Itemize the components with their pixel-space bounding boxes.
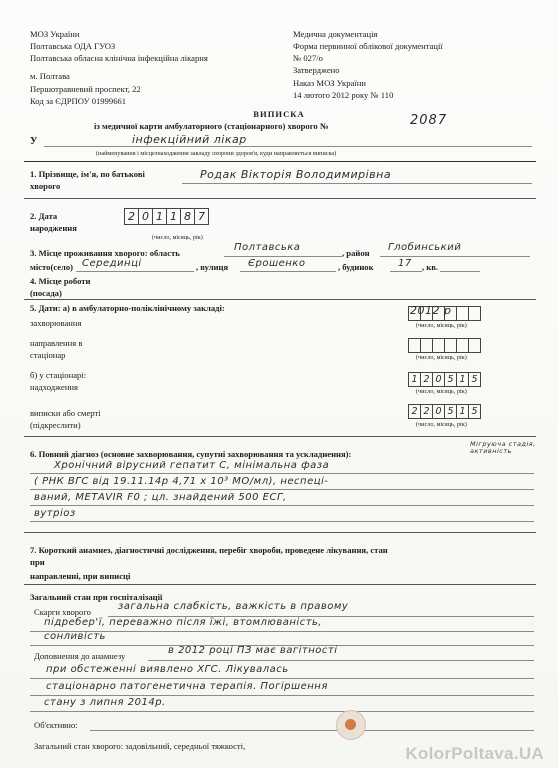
residence-label: 3. Місце проживання хворого: область [30, 248, 180, 258]
admission-caption: (число, місяць, рік) [416, 388, 467, 395]
patient-name: Родак Вікторія Володимирівна [200, 168, 392, 181]
section-divider [24, 584, 536, 585]
header-right-line: № 027/о [293, 53, 323, 63]
discharge-caption: (число, місяць, рік) [416, 421, 467, 428]
anamnesis-line: в 2012 році ПЗ має вагітності [168, 645, 338, 656]
dob-digit: 1 [166, 208, 181, 225]
discharge-digit: 2 [420, 404, 433, 419]
admission-digit: 5 [468, 372, 481, 387]
anamnesis-label: Доповнення до анамнезу [34, 651, 126, 661]
anamnesis-line: стану з липня 2014р. [44, 697, 166, 708]
illness-value: 2012 р [410, 304, 452, 317]
watermark: KolorPoltava.UA [405, 744, 544, 763]
header-left-line: МОЗ України [30, 29, 80, 39]
header-right-line: 14 лютого 2012 року № 110 [293, 90, 394, 100]
discharge-label: виписки або смерті [30, 408, 101, 418]
recipient-label: У [30, 136, 38, 147]
diagnosis-rule [30, 489, 534, 490]
discharge-digit: 2 [408, 404, 421, 419]
header-right-line: Наказ МОЗ України [293, 78, 366, 88]
discharge-digit: 5 [444, 404, 457, 419]
dob-digit: 8 [180, 208, 195, 225]
dob-label: народження [30, 223, 77, 233]
illness-caption: (число, місяць, рік) [416, 322, 467, 329]
anamnesis-rule [30, 678, 534, 679]
district-value: Глобинський [388, 242, 462, 253]
header-left-line: м. Полтава [30, 71, 70, 81]
document-title: ВИПИСКА [253, 109, 305, 119]
discharge-digit: 1 [456, 404, 469, 419]
date-cell [468, 306, 481, 321]
house-line [390, 271, 422, 272]
complaints-line: підребер'ї, переважно після їжі, втомлюваність, [44, 617, 323, 628]
header-left-line: Код за ЄДРПОУ 01999661 [30, 96, 127, 106]
referral-cells [408, 338, 480, 353]
discharge-cells [408, 404, 480, 419]
header-right-line: Форма первинної облікової документації [293, 41, 443, 51]
flat-line [440, 271, 480, 272]
house-label: , будинок [338, 262, 374, 272]
section-divider [24, 436, 536, 437]
dob-digit: 1 [152, 208, 167, 225]
discharge-digit: 0 [432, 404, 445, 419]
diagnosis-note: Мігруюча стадія, активність [470, 440, 536, 455]
diagnosis-rule [30, 473, 534, 474]
street-label: , вулиця [196, 262, 229, 272]
dob-cells [124, 208, 208, 225]
flat-label: , кв. [422, 262, 439, 272]
illness-label: захворювання [30, 318, 82, 328]
dob-digit: 0 [138, 208, 153, 225]
referral-label: стаціонар [30, 350, 66, 360]
document-subtitle: із медичної карти амбулаторного (стаціонарного) хворого № [94, 121, 329, 131]
diagnosis-label: 6. Повний діагноз (основне захворювання, супутні захворювання та ускладнення): [30, 449, 352, 459]
admission-cells [408, 372, 480, 387]
recipient-value: інфекційний лікар [132, 133, 247, 146]
header-left-line: Полтавська ОДА ГУОЗ [30, 41, 116, 51]
city-label: місто(село) [30, 262, 74, 272]
general-state-label: Загальний стан хворого: задовільний, середньої тяжкості, [34, 741, 246, 751]
complaints-label: Скарги хворого [34, 607, 91, 617]
header-right-line: Затверджено [293, 65, 340, 75]
region-line [224, 256, 342, 257]
district-line [380, 256, 530, 257]
section-divider [24, 198, 536, 199]
admission-digit: 0 [432, 372, 445, 387]
work-label: (посада) [30, 288, 62, 298]
name-label: хворого [30, 181, 61, 191]
recipient-line [44, 146, 532, 147]
house-value: 17 [398, 258, 412, 269]
anamnesis-line: стаціонарно патогенетична терапія. Погіршення [46, 681, 328, 692]
diagnosis-line: ( РНК ВГС від 19.11.14р 4,71 х 10³ МО/мл), неспеці- [34, 476, 329, 487]
anamnesis-line: при обстеженні виявлено ХГС. Лікувалась [46, 664, 289, 675]
diagnosis-line: вутріоз [34, 508, 76, 519]
general-state-admission-label: Загальний стан при госпіталізації [30, 592, 163, 602]
recipient-caption: (найменування і місцезнаходження закладу охорони здоров'я, куди направляється виписка) [96, 150, 337, 157]
anamnesis-rule [30, 695, 534, 696]
street-line [240, 271, 336, 272]
history-label: направленні, при виписці [30, 571, 131, 581]
date-cell [468, 338, 481, 353]
header-right-line: Медична документація [293, 29, 378, 39]
city-value: Серединці [82, 258, 142, 269]
district-label: , район [342, 248, 370, 258]
admission-label: б) у стаціонарі: [30, 370, 87, 380]
discharge-label: (підкреслити) [30, 420, 81, 430]
street-value: Єрошенко [248, 258, 306, 269]
discharge-digit: 5 [468, 404, 481, 419]
dates-label: 5. Дати: а) в амбулаторно-поліклінічному закладі: [30, 303, 225, 313]
header-left-line: Полтавська обласна клінічна інфекційна лікарня [30, 53, 208, 63]
dob-label: 2. Дата [30, 211, 58, 221]
complaints-line: загальна слабкість, важкість в правому [118, 601, 349, 612]
section-divider [24, 299, 536, 300]
admission-digit: 5 [444, 372, 457, 387]
admission-digit: 1 [456, 372, 469, 387]
section-divider [24, 161, 536, 162]
referral-label: направлення в [30, 338, 83, 348]
admission-digit: 2 [420, 372, 433, 387]
work-label: 4. Місце роботи [30, 276, 91, 286]
header-left-line: Першотравневий проспект, 22 [30, 84, 141, 94]
admission-digit: 1 [408, 372, 421, 387]
city-line [76, 271, 194, 272]
diagnosis-rule [30, 505, 534, 506]
referral-caption: (число, місяць, рік) [416, 354, 467, 361]
name-label: 1. Прізвище, ім'я, по батькові [30, 169, 145, 179]
complaints-line: сонливість [44, 631, 106, 642]
dob-digit: 7 [194, 208, 209, 225]
admission-label: надходження [30, 382, 78, 392]
anamnesis-rule [30, 711, 534, 712]
objectively-label: Об'єктивно: [34, 720, 78, 730]
dob-digit: 2 [124, 208, 139, 225]
diagnosis-line: Хронічний вірусний гепатит С, мінімальна фаза [54, 460, 330, 471]
region-value: Полтавська [234, 242, 301, 253]
watermark-logo-icon [336, 710, 366, 740]
history-label: при [30, 557, 45, 567]
history-label: 7. Короткий анамнез, діагностичні дослідження, перебіг хвороби, проведене лікування, стан [30, 545, 388, 555]
name-line [182, 183, 532, 184]
objectively-rule [90, 730, 534, 731]
diagnosis-line: ваний, МЕТАVIR F0 ; цл. знайдений 500 ЕСГ, [34, 492, 287, 503]
section-divider [24, 532, 536, 533]
dob-caption: (число, місяць, рік) [152, 234, 203, 241]
diagnosis-rule [30, 521, 534, 522]
anamnesis-rule [148, 660, 534, 661]
record-number: 2087 [410, 113, 448, 128]
